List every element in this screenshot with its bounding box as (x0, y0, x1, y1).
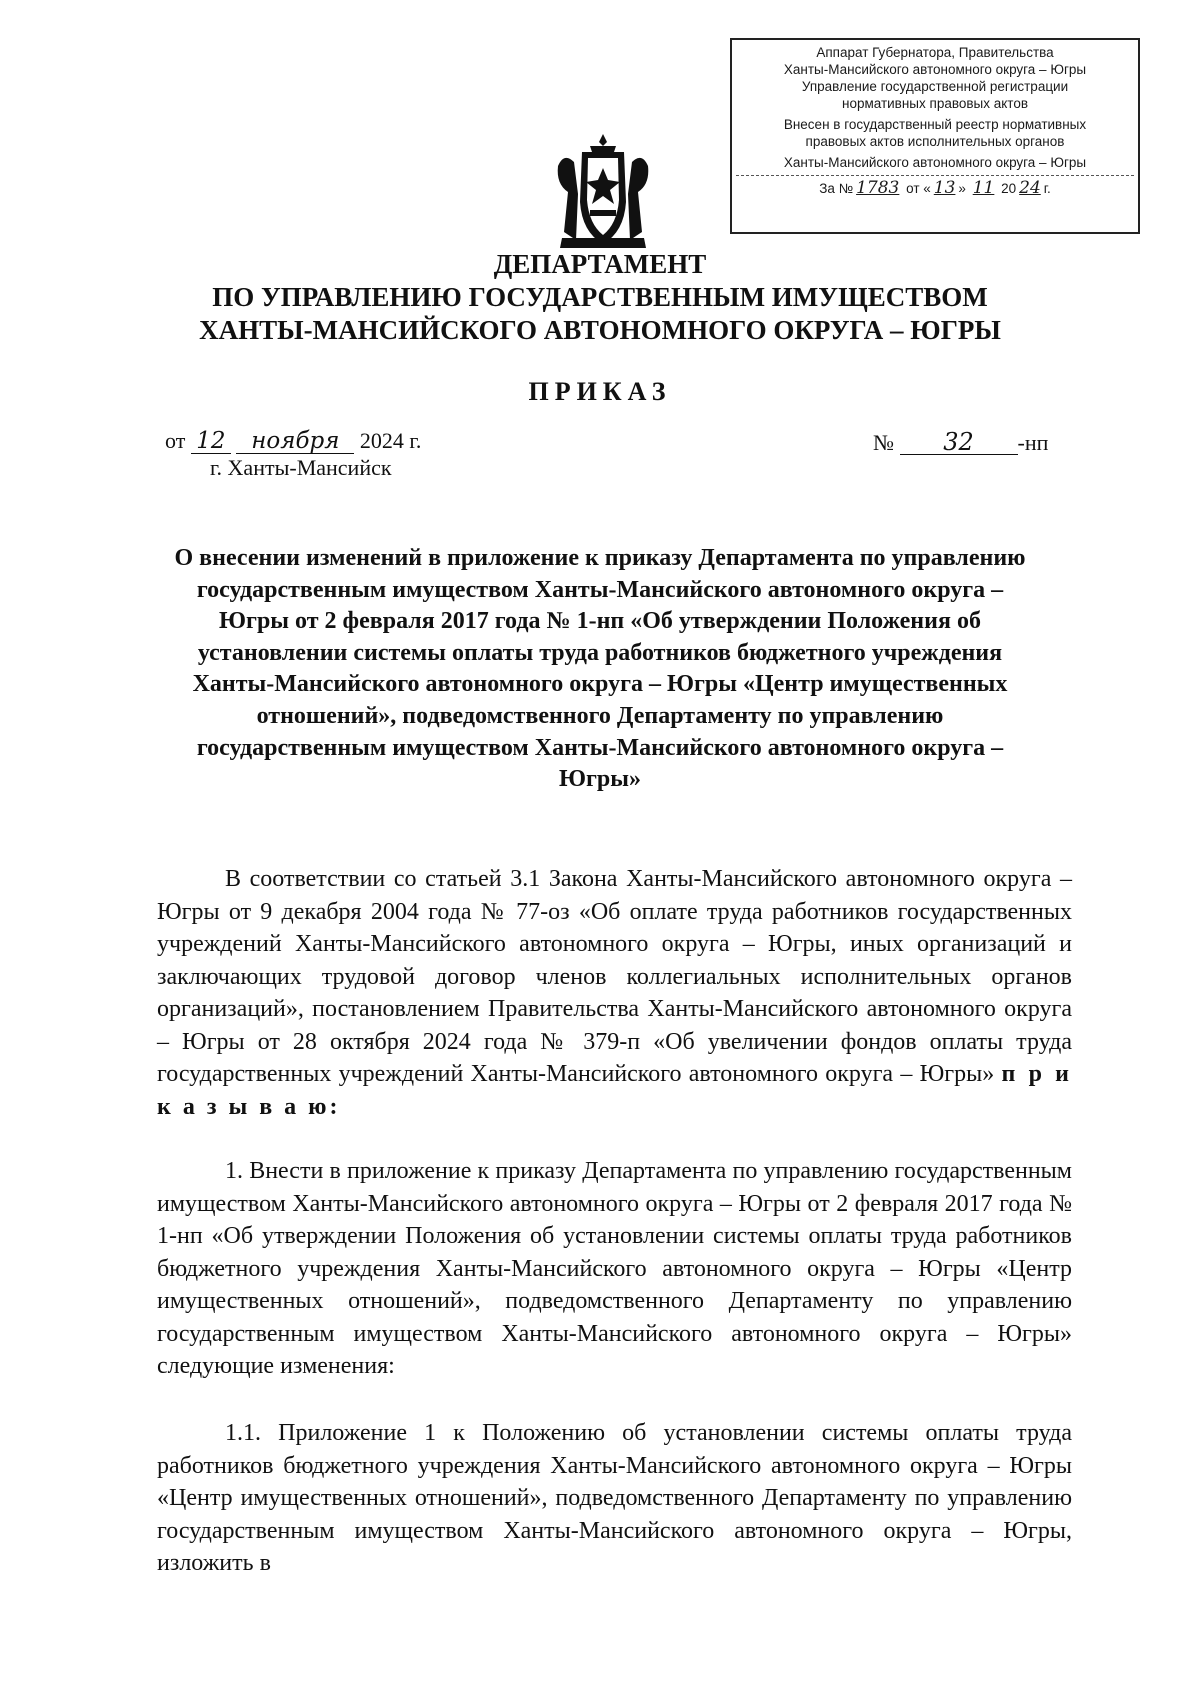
order-title: ПРИКАЗ (528, 377, 672, 406)
number-value: 32 (900, 430, 1018, 455)
stamp-reg-quote: » (958, 181, 966, 196)
date-month: ноября (236, 430, 354, 454)
stamp-line: Ханты-Мансийского автономного округа – Югры (783, 62, 1087, 77)
coat-of-arms-icon (554, 132, 652, 252)
number-prefix: № (873, 430, 894, 455)
paragraph-item-1 (157, 1155, 1072, 1383)
order-number (873, 430, 1048, 456)
stamp-region (736, 154, 1134, 171)
stamp-registration-number (736, 175, 1134, 197)
order-city: г. Ханты-Мансийск (210, 455, 392, 480)
stamp-reg-year-prefix: 20 (1001, 181, 1017, 196)
stamp-line: Управление государственной регистрации (801, 79, 1069, 94)
paragraph-item-1-1 (157, 1417, 1072, 1580)
stamp-reg-number: 1783 (856, 178, 900, 198)
stamp-reg-from: от « (906, 181, 931, 196)
stamp-reg-prefix: За № (819, 181, 854, 196)
heading-line: ХАНТЫ-МАНСИЙСКОГО АВТОНОМНОГО ОКРУГА – ЮГРЫ (199, 315, 1001, 345)
stamp-registry (736, 116, 1134, 150)
department-heading (100, 248, 1100, 347)
stamp-line: правовых актов исполнительных органов (805, 134, 1065, 149)
stamp-line: нормативных правовых актов (841, 96, 1029, 111)
paragraph-text: 1.1. Приложение 1 к Положению об установлении системы оплаты труда работников бюджетного учреждения Ханты-Мансийского автономного округа – Югры «Центр имущественных отношений», подведомственного Департаменту по управлению государственным имуществом Ханты-Мансийского автономного округа – Югры, изложить в (157, 1420, 1072, 1576)
heading-line: ПО УПРАВЛЕНИЮ ГОСУДАРСТВЕННЫМ ИМУЩЕСТВОМ (212, 282, 988, 312)
order-date (165, 427, 421, 481)
stamp-reg-day: 13 (933, 178, 956, 198)
stamp-reg-suffix: г. (1043, 181, 1051, 196)
order-subject: О внесении изменений в приложение к приказу Департамента по управлению государственным имуществом Ханты-Мансийского автономного округа – Югры от 2 февраля 2017 года № 1-нп «Об утверждении Положения об установлении системы оплаты труда работников бюджетного учреждения Ханты-Мансийского автономного округа – Югры «Центр имущественных отношений», подведомственного Департаменту по управлению государственным имуществом Ханты-Мансийского автономного округа – Югры» (174, 545, 1026, 793)
stamp-reg-year: 24 (1019, 178, 1041, 198)
stamp-line: Ханты-Мансийского автономного округа – Югры (783, 155, 1087, 170)
date-prefix: от (165, 428, 186, 453)
date-day: 12 (191, 430, 231, 454)
number-suffix: -нп (1017, 430, 1049, 455)
paragraph-text: 1. Внести в приложение к приказу Департамента по управлению государственным имуществом Ханты-Мансийского автономного округа – Югры от 2 февраля 2017 года № 1-нп «Об утверждении Положения об установлении системы оплаты труда работников бюджетного учреждения Ханты-Мансийского автономного округа – Югры «Центр имущественных отношений», подведомственного Департаменту по управлению государственным имуществом Ханты-Мансийского автономного округа – Югры» следующие изменения: (157, 1158, 1072, 1379)
stamp-line: Аппарат Губернатора, Правительства (816, 45, 1054, 60)
paragraph-basis (157, 863, 1072, 1123)
date-year: 2024 г. (359, 428, 422, 453)
stamp-reg-month: 11 (972, 178, 995, 198)
registration-stamp (730, 38, 1140, 234)
heading-line: ДЕПАРТАМЕНТ (493, 249, 707, 279)
paragraph-text: В соответствии со статьей 3.1 Закона Ханты-Мансийского автономного округа – Югры от 9 декабря 2004 года № 77-оз «Об оплате труда работников государственных учреждений Ханты-Мансийского автономного округа – Югры, иных организаций и заключающих трудовой договор членов коллегиальных исполнительных органов организаций», постановлением Правительства Ханты-Мансийского автономного округа – Югры от 28 октября 2024 года № 379-п «Об увеличении фондов оплаты труда государственных учреждений Ханты-Мансийского автономного округа – Югры» (157, 866, 1072, 1087)
stamp-line: Внесен в государственный реестр нормативных (783, 117, 1087, 132)
stamp-issuer (736, 44, 1134, 112)
command-word: п р и к а з ы в а ю: (157, 1061, 1072, 1120)
